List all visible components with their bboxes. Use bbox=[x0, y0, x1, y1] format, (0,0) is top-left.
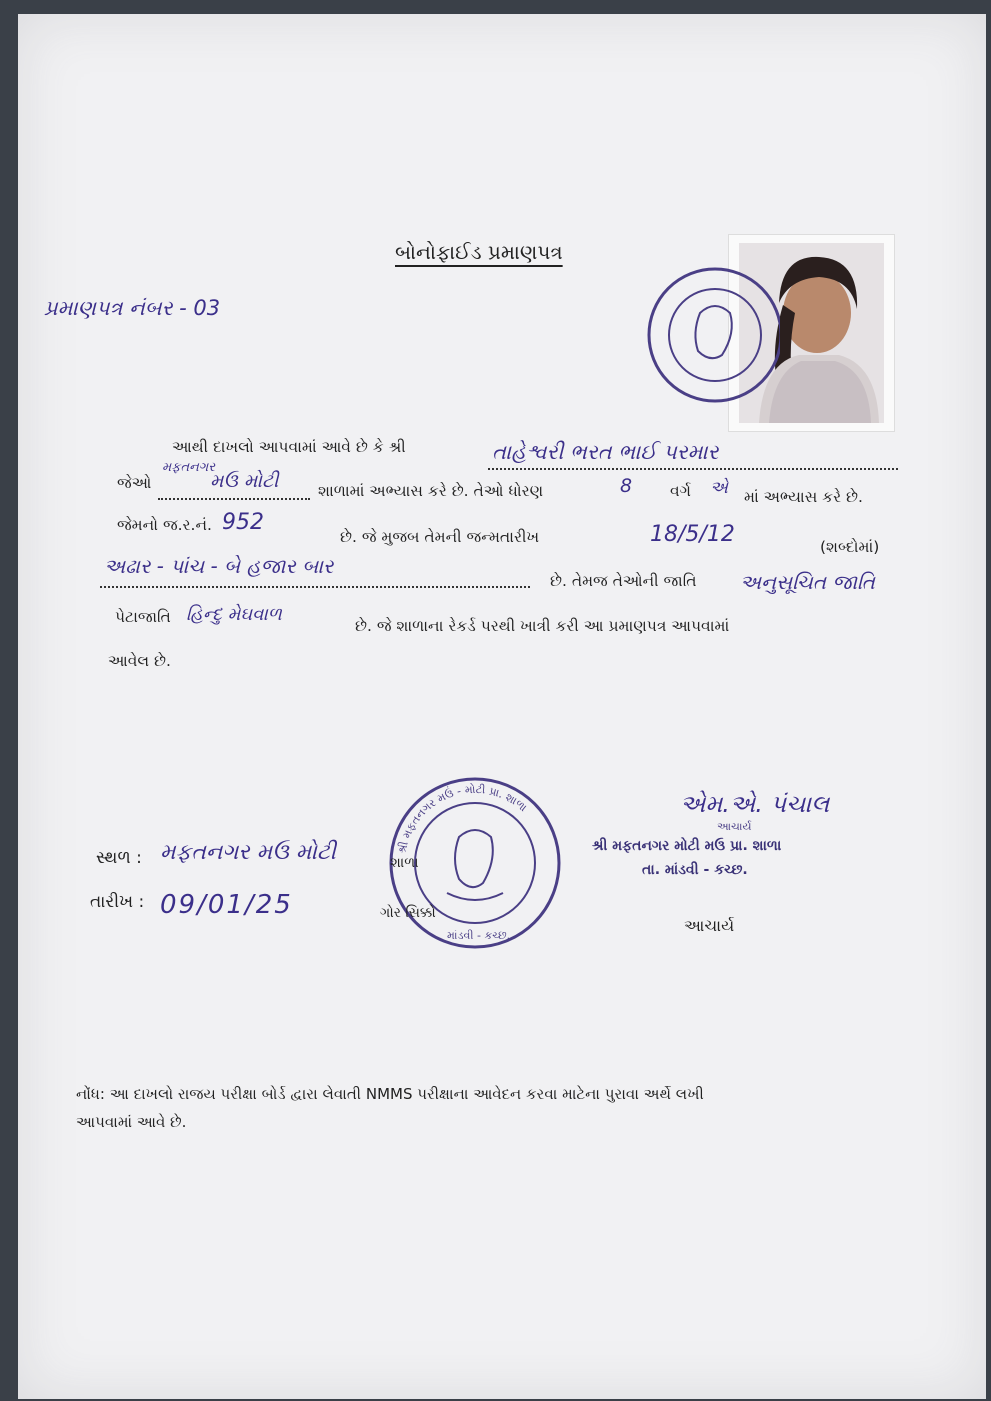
body-line4-mid: છે. તેમજ તેઓની જાતિ bbox=[550, 572, 697, 590]
school-round-stamp-top bbox=[640, 255, 780, 415]
official-stamp-line2: તા. માંડવી - કચ્છ. bbox=[642, 862, 748, 878]
body-line2-class: વર્ગ bbox=[670, 482, 691, 500]
footnote bbox=[76, 1080, 704, 1136]
student-name: તાહેશ્વરી ભરત ભાઈ પરમાર bbox=[492, 440, 719, 464]
birth-date-words: અઢાર - પાંચ - બે હજાર બાર bbox=[104, 554, 334, 578]
school-name-above: મફતનગર bbox=[162, 460, 215, 475]
stamp-ring-text: શ્રી મફતનગર મઉં - મોટી પ્રા. શાળા bbox=[395, 782, 530, 855]
body-line5-suffix: છે. જે શાળાના રેકર્ડ પરથી ખાત્રી કરી આ પ્રમાણપત્ર આપવામાં bbox=[355, 617, 730, 635]
body-line3-mid: છે. જે મુજબ તેમની જન્મતારીખ bbox=[340, 528, 540, 546]
principal-signature: એમ.એ. પંચાલ bbox=[680, 790, 830, 818]
official-stamp-line1: શ્રી મફતનગર મોટી મઉ પ્રા. શાળા bbox=[592, 838, 782, 854]
body-line1-prefix: આથી દાખલો આપવામાં આવે છે કે શ્રી bbox=[172, 438, 406, 456]
gor-label: ગોર સિક્કો bbox=[380, 905, 436, 921]
footnote-line2: આપવામાં આવે છે. bbox=[76, 1113, 187, 1131]
document-title: બોનોફાઈડ પ્રમાણપત્ર bbox=[395, 240, 563, 264]
certificate-number: પ્રમાણપત્ર નંબર - 03 bbox=[44, 296, 221, 320]
body-line5-prefix: પેટાજાતિ bbox=[115, 608, 171, 626]
body-line3-prefix: જેમનો જ.ર.નં. bbox=[117, 516, 212, 534]
date-label: તારીખ : bbox=[90, 892, 145, 912]
principal-designation: આચાર્ય bbox=[684, 916, 735, 935]
body-line3-suffix: (શબ્દોમાં) bbox=[820, 538, 880, 556]
register-number: 952 bbox=[222, 510, 264, 535]
class-value: એ bbox=[710, 478, 728, 498]
footnote-line1: નોંધ: આ દાખલો રાજય પરીક્ષા બોર્ડ દ્વારા લેવાતી NMMS પરીક્ષાના આવેદન કરવા માટેના પુરાવા અર્થે લખી bbox=[76, 1085, 704, 1103]
stamp-bottom-text: માંડવી - કચ્છ. bbox=[447, 929, 511, 942]
school-name: મઉ મોટી bbox=[210, 470, 279, 492]
school-word: શાળા bbox=[390, 855, 419, 871]
standard-value: 8 bbox=[620, 475, 633, 497]
body-line2-mid: શાળામાં અભ્યાસ કરે છે. તેઓ ધોરણ bbox=[318, 482, 544, 500]
signature-small-label: આચાર્ય bbox=[717, 820, 752, 833]
body-line2-prefix: જેઓ bbox=[117, 474, 152, 492]
caste-value: અનુસૂચિત જાતિ bbox=[740, 570, 875, 594]
body-line6: આવેલ છે. bbox=[108, 652, 171, 670]
date-value: 09/01/25 bbox=[160, 890, 293, 920]
sub-caste-value: હિન્દુ મેઘવાળ bbox=[186, 604, 282, 625]
place-label: સ્થળ : bbox=[96, 848, 142, 868]
place-value: મફતનગર મઉ મોટી bbox=[160, 840, 336, 865]
certificate-paper bbox=[18, 14, 986, 1399]
birth-date: 18/5/12 bbox=[650, 522, 735, 547]
body-line2-suffix: માં અભ્યાસ કરે છે. bbox=[744, 488, 863, 506]
